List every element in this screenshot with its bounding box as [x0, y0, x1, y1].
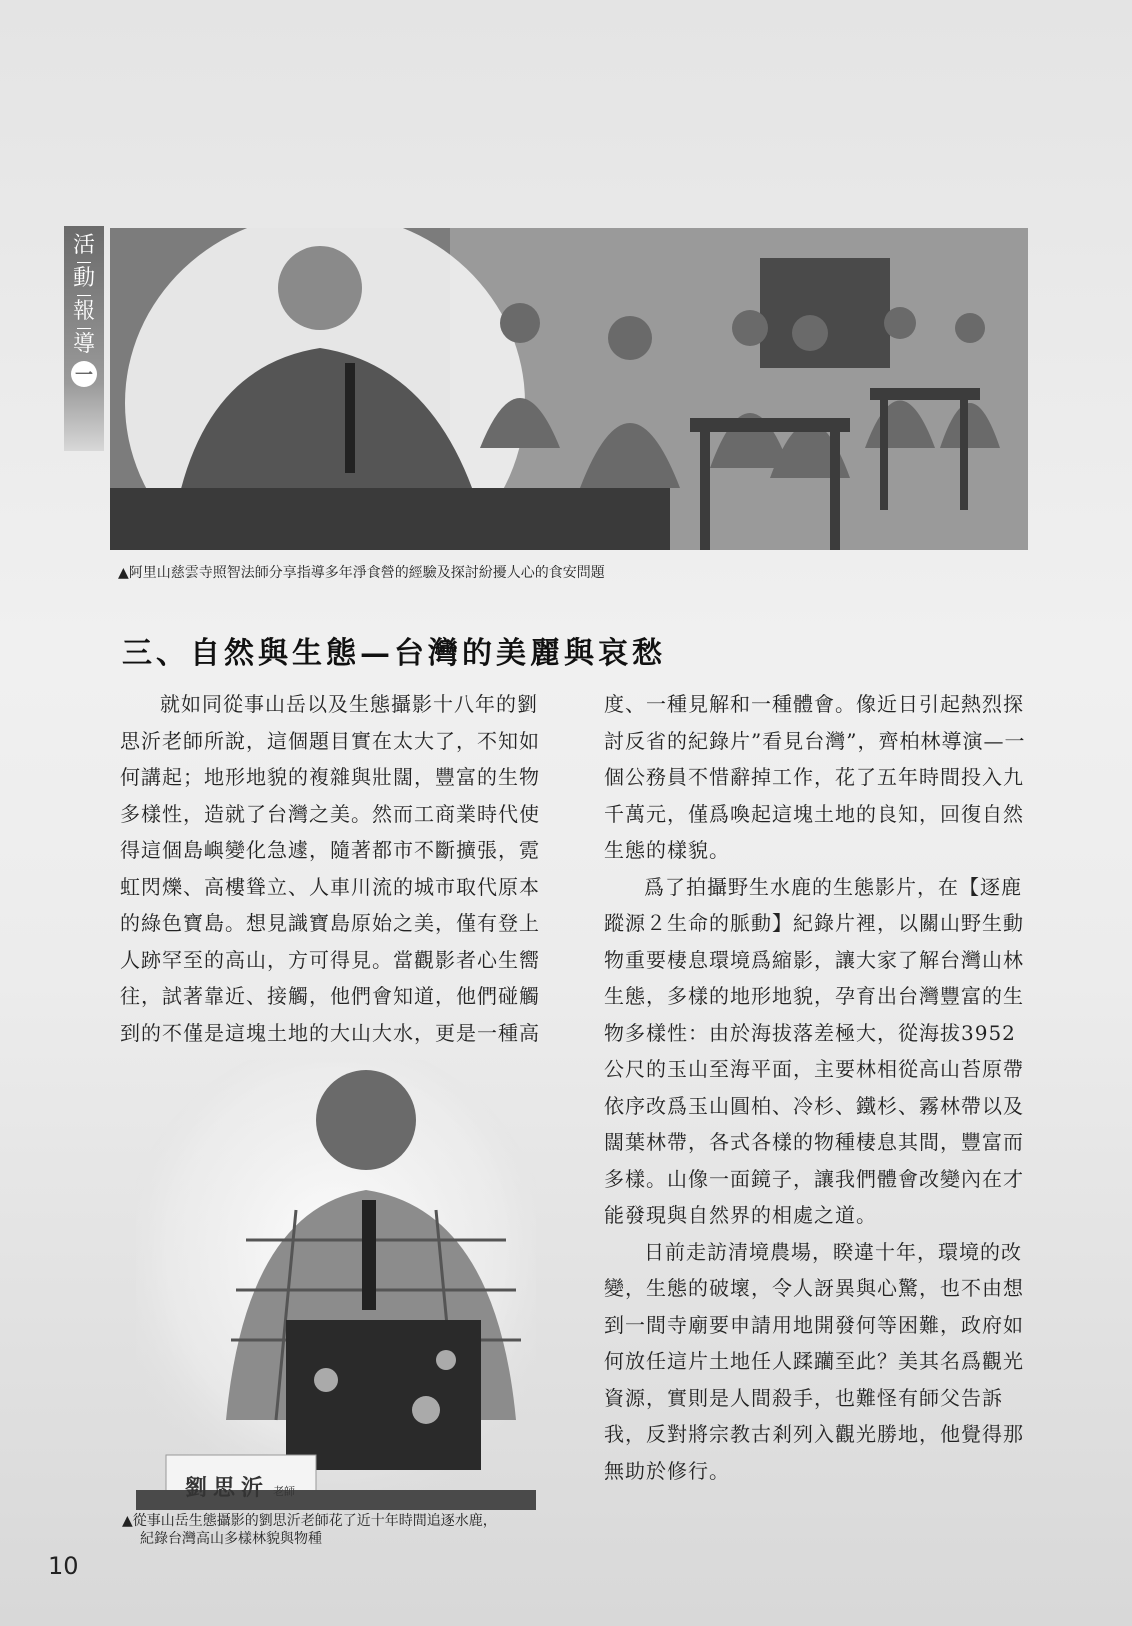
tab-char: 動: [72, 266, 95, 291]
body-paragraph: 爲了拍攝野生水鹿的生態影片，在【逐鹿蹤源２生命的脈動】紀錄片裡，以關山野生動物重要棲息環境爲縮影，讓大家了解台灣山林生態，多樣的地形地貌，孕育出台灣豐富的生物多樣性：由於海拔落差極大，從海拔3952公尺的玉山至海平面，主要林相從高山苔原帶依序改爲玉山圓柏、冷杉、鐵杉、霧林帶以及闊葉林帶，各式各樣的物種棲息其間，豐富而多樣。山像一面鏡子，讓我們體會改變內在才能發現與自然界的相處之道。: [604, 874, 1024, 1227]
tab-char: 報: [72, 299, 95, 324]
photo-monk-speaking: [110, 228, 1028, 550]
body-paragraph: 度、一種見解和一種體會。像近日引起熱烈探討反省的紀錄片”看見台灣”，齊柏林導演—一個公務員不惜辭掉工作，花了五年時間投入九千萬元，僅爲喚起這塊土地的良知，回復自然生態的樣貌。: [604, 692, 1026, 862]
nameplate-title: 老師: [273, 1485, 295, 1498]
photo2-caption: [122, 1512, 497, 1548]
photo1-caption: ▲阿里山慈雲寺照智法師分享指導多年淨食營的經驗及探討紛擾人心的食安問題: [118, 565, 605, 581]
nameplate-name: 劉思沂: [184, 1475, 269, 1501]
caption-line: 紀錄台灣高山多樣林貌與物種: [140, 1531, 322, 1547]
tab-divider: [77, 262, 91, 263]
tab-divider: [77, 295, 91, 296]
photo-illustration: [110, 228, 1028, 550]
page-number: 10: [48, 1552, 79, 1580]
section-heading: 三、自然與生態—台灣的美麗與哀愁: [122, 636, 666, 671]
section-tab: [64, 226, 104, 451]
tab-divider: [77, 328, 91, 329]
caption-line: ▲從事山岳生態攝影的劉思沂老師花了近十年時間追逐水鹿，: [122, 1513, 497, 1529]
tab-char: 活: [72, 233, 95, 258]
nameplate: [170, 1466, 310, 1502]
body-paragraph: 日前走訪清境農場，睽違十年，環境的改變，生態的破壞，令人訝異與心驚，也不由想到一間寺廟要申請用地開發何等困難，政府如何放任這片土地任人蹂躪至此？美其名爲觀光資源，實則是人間殺手，也難怪有師父告訴我，反對將宗教古剎列入觀光勝地，他覺得那無助於修行。: [604, 1239, 1024, 1483]
tab-number-badge: 一: [71, 361, 97, 387]
tab-char: 導: [72, 332, 95, 357]
left-column: [120, 686, 548, 1051]
photo-lecturer: [136, 1060, 536, 1510]
body-paragraph: 就如同從事山岳以及生態攝影十八年的劉思沂老師所說，這個題目實在太大了，不知如何講起；地形地貌的複雜與壯闊，豐富的生物多樣性，造就了台灣之美。然而工商業時代使得這個島嶼變化急遽，隨著都市不斷擴張，霓虹閃爍、高樓聳立、人車川流的城市取代原本的綠色寶島。想見識寶島原始之美，僅有登上人跡罕至的高山，方可得見。當觀影者心生嚮往，試著靠近、接觸，他們會知道，他們碰觸到的不僅是這塊土地的大山大水，更是一種高: [120, 692, 540, 1045]
right-column: [604, 686, 1032, 1489]
photo-illustration: [136, 1060, 536, 1510]
